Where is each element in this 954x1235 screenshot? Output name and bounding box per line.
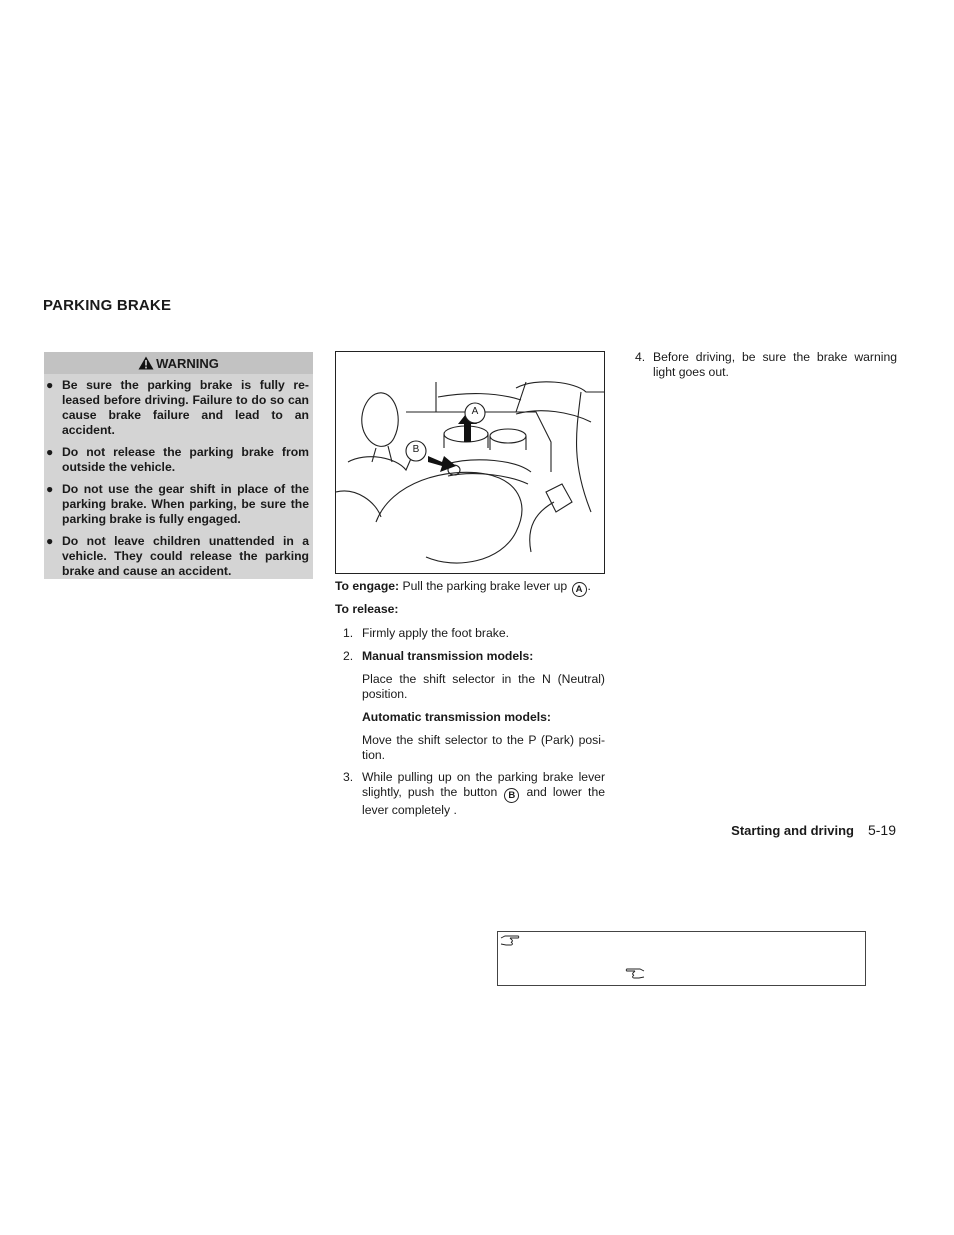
footer-section: Starting and driving — [731, 823, 854, 838]
warning-item: ● Do not release the parking brake from outside the vehicle. — [46, 445, 309, 474]
manual-text: Place the shift selector in the N (Neutral) position. — [362, 672, 605, 701]
warning-item: ● Be sure the parking brake is fully re-leased before driving. Failure to do so can cause brake failure and lead to an accident. — [46, 378, 309, 437]
warning-heading-text: WARNING — [156, 355, 219, 371]
pointing-hand-icon — [625, 967, 645, 980]
warning-heading — [44, 352, 313, 374]
marker-a: A — [572, 582, 587, 597]
warning-item: ● Do not leave children unattended in a vehicle. They could release the parking brake and cause an accident. — [46, 534, 309, 578]
release-step-2: 2. Manual transmission models: — [335, 649, 605, 664]
engage-label: To engage: — [335, 579, 400, 593]
parking-brake-line-drawing — [336, 352, 604, 573]
warning-box — [44, 352, 313, 579]
release-step-4: 4. Before driving, be sure the brake warning light goes out. — [635, 350, 897, 379]
figure-label-a: A — [471, 406, 479, 417]
page-footer — [731, 822, 896, 838]
release-label: To release: — [335, 602, 399, 616]
engage-text: Pull the parking brake lever up — [402, 579, 568, 593]
figure-label-b: B — [412, 444, 420, 455]
pointing-hand-icon — [500, 934, 520, 947]
release-step-1: 1. Firmly apply the foot brake. — [343, 626, 509, 640]
warning-item: ● Do not use the gear shift in place of the parking brake. When parking, be sure the parking brake is fully engaged. — [46, 482, 309, 526]
manual-heading: Manual transmission models: — [362, 649, 534, 663]
page-number: 5-19 — [867, 822, 896, 838]
warning-list — [44, 374, 313, 579]
release-step-3: 3. While pulling up on the parking brake lever slightly, push the button B and lower the lever completely . — [343, 770, 606, 818]
parking-brake-illustration — [335, 351, 605, 574]
auto-text: Move the shift selector to the P (Park) posi-tion. — [362, 733, 605, 762]
warning-triangle-icon — [138, 356, 154, 370]
marker-b: B — [504, 788, 519, 803]
engage-paragraph: To engage: Pull the parking brake lever up A . — [335, 579, 605, 597]
section-title: PARKING BRAKE — [43, 297, 172, 314]
auto-heading: Automatic transmission models: — [362, 710, 551, 724]
footnote-box — [497, 931, 866, 986]
